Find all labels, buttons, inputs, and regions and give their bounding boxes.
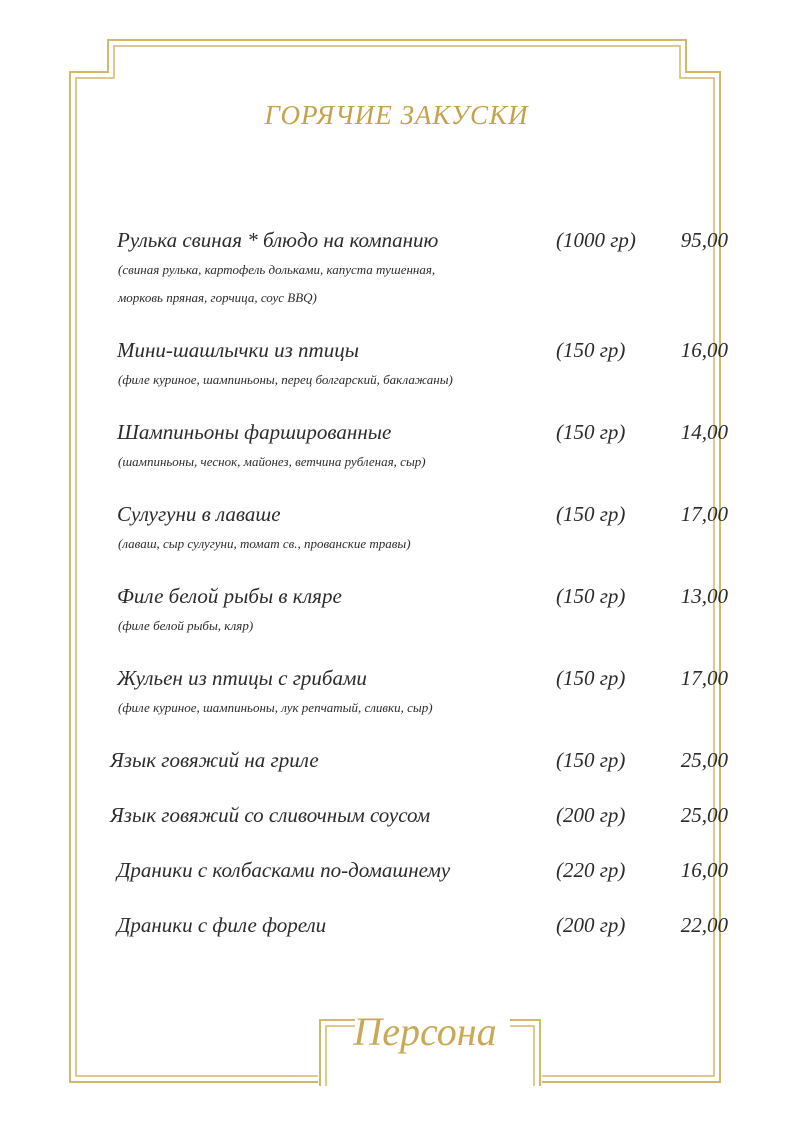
menu-item-weight: (220 гр) [556,858,626,882]
menu-item-name: Драники с колбасками по-домашнему [117,858,451,882]
menu-item-weight: (200 гр) [556,913,626,937]
menu-item-weight: (150 гр) [556,666,626,690]
menu-item-description: (филе белой рыбы, кляр) [118,618,254,633]
menu-item-price: 16,00 [680,858,728,882]
menu-item-price: 16,00 [680,338,728,362]
menu-item-description: (лаваш, сыр сулугуни, томат св., прованские травы) [118,536,411,551]
menu-item-description: морковь пряная, горчица, соус BBQ) [118,290,317,305]
page-title: ГОРЯЧИЕ ЗАКУСКИ [264,100,529,130]
menu-item-name: Филе белой рыбы в кляре [117,584,342,608]
menu-item-name: Драники с филе форели [117,913,327,937]
menu-item-weight: (200 гр) [556,803,626,827]
menu-item-name: Мини-шашлычки из птицы [117,338,359,362]
menu-item-description: (филе куриное, шампиньоны, лук репчатый, сливки, сыр) [118,700,433,715]
menu-item-price: 17,00 [680,502,728,526]
menu-item-price: 13,00 [680,584,728,608]
menu-item-price: 22,00 [680,913,728,937]
menu-item-name: Язык говяжий на гриле [110,748,319,772]
menu-item-name: Рулька свиная * блюдо на компанию [117,228,439,252]
menu-item-name: Язык говяжий со сливочным соусом [110,803,431,827]
menu-item-weight: (150 гр) [556,502,626,526]
menu-item-description: (филе куриное, шампиньоны, перец болгарский, баклажаны) [118,372,453,387]
menu-item-weight: (150 гр) [556,748,626,772]
menu-item-weight: (1000 гр) [556,228,636,252]
menu-item-weight: (150 гр) [556,338,626,362]
menu-item-price: 14,00 [680,420,728,444]
menu-item-price: 25,00 [680,748,728,772]
menu-item-name: Шампиньоны фаршированные [117,420,392,444]
menu-item-price: 95,00 [680,228,728,252]
menu-item-weight: (150 гр) [556,584,626,608]
menu-item-description: (свиная рулька, картофель дольками, капуста тушенная, [118,262,436,277]
menu-item-name: Сулугуни в лаваше [117,502,281,526]
menu-item-name: Жульен из птицы с грибами [117,666,367,690]
menu-item-description: (шампиньоны, чеснок, майонез, ветчина рубленая, сыр) [118,454,426,469]
logo: Персона [353,1009,497,1054]
menu-item-price: 25,00 [680,803,728,827]
menu-item-price: 17,00 [680,666,728,690]
menu-item-weight: (150 гр) [556,420,626,444]
